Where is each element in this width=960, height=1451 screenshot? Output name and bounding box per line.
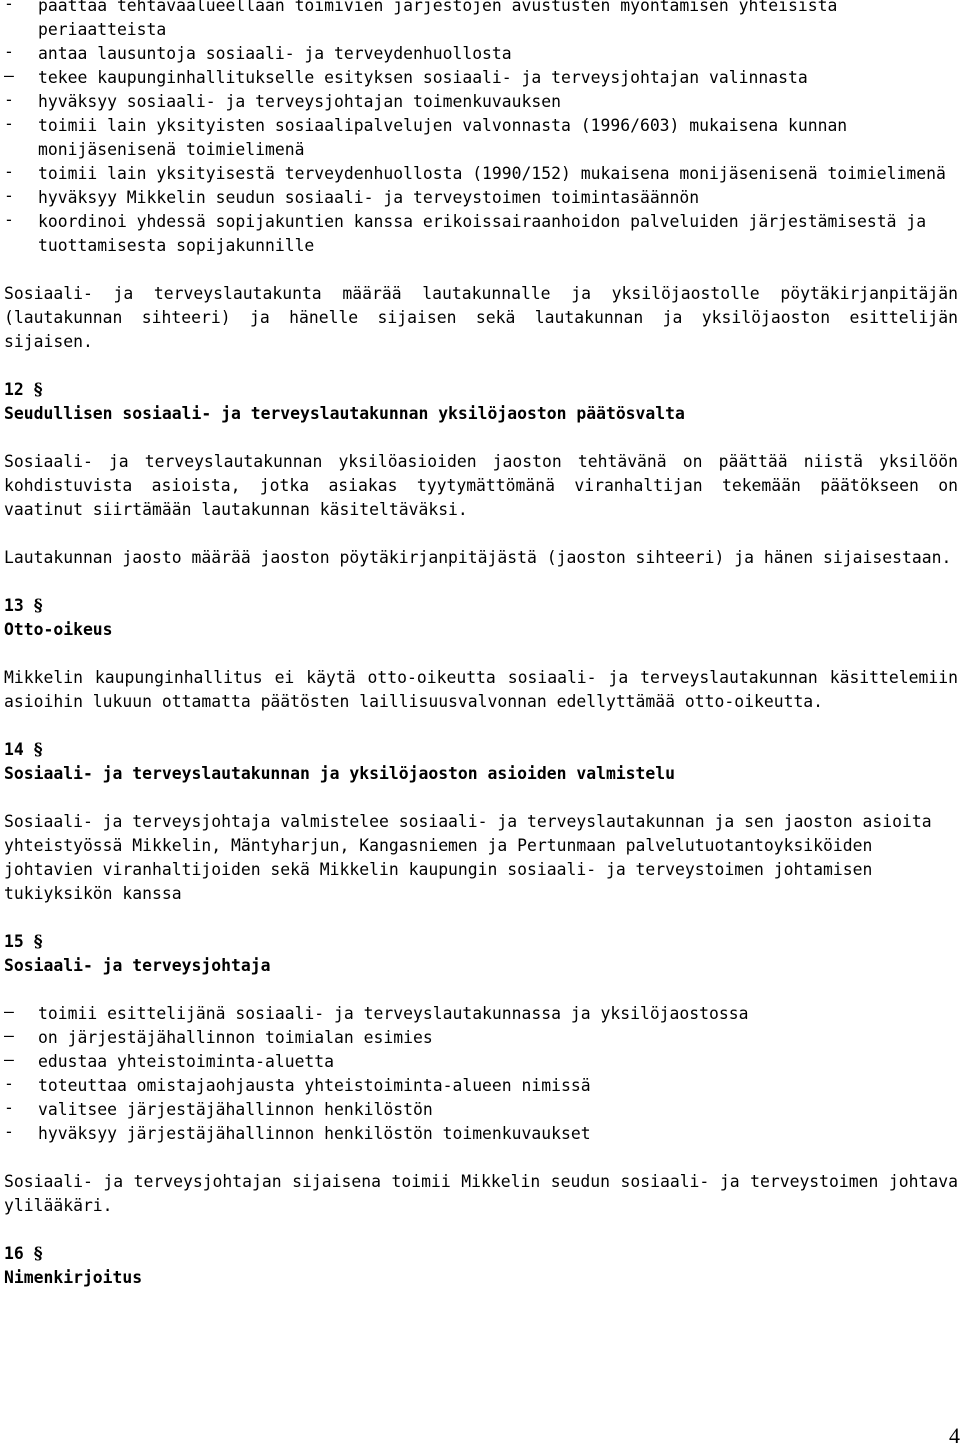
list-item: – toimii esittelijänä sosiaali- ja terveyslautakunnassa ja yksilöjaostossa [4,1002,749,1023]
list-item: - hyväksyy järjestäjähallinnon henkilöstön toimenkuvaukset [4,1122,591,1143]
section-title: Otto-oikeus [4,620,113,639]
paragraph: Mikkelin kaupunginhallitus ei käytä otto-oikeutta sosiaali- ja terveyslautakunnan käsittelemiin asioihin lukuun ottamatta päätösten laillisuusvalvonnan edellyttämää otto-oikeutta. [4,668,958,711]
list-item: – edustaa yhteistoiminta-aluetta [4,1050,335,1071]
list-item: - valitsee järjestäjähallinnon henkilöstön [4,1098,433,1119]
paragraph: Lautakunnan jaosto määrää jaoston pöytäkirjanpitäjästä (jaoston sihteeri) ja hänen sijaisestaan. [4,548,952,567]
paragraph: Sosiaali- ja terveysjohtajan sijaisena toimii Mikkelin seudun sosiaali- ja terveystoimen johtava ylilääkäri. [4,1172,958,1215]
list-item: - hyväksyy sosiaali- ja terveysjohtajan toimenkuvauksen [4,90,562,111]
page-number: 4 [949,1423,960,1448]
list-item: - toimii lain yksityisestä terveydenhuollosta (1990/152) mukaisena monijäsenisenä toimielimenä [4,162,946,183]
paragraph: Sosiaali- ja terveysjohtaja valmistelee sosiaali- ja terveyslautakunnan ja sen jaoston asioita yhteistyössä Mikkelin, Mäntyharjun, Kangasniemen ja Pertunmaan palvelutuotantoyksiköiden johtavien viranhaltijoiden sekä Mikkelin kaupungin sosiaali- ja terveystoimen johtamisen tukiyksikön kanssa [4,812,932,903]
list-item: - hyväksyy Mikkelin seudun sosiaali- ja terveystoimen toimintasäännön [4,186,700,207]
list-item: – tekee kaupunginhallitukselle esityksen sosiaali- ja terveysjohtajan valinnasta [4,66,808,87]
section-number: 16 § [4,1244,43,1264]
duties-list [4,0,958,258]
section-title: Sosiaali- ja terveysjohtaja [4,956,271,975]
section-number: 14 § [4,740,43,760]
section-sign: § [33,932,43,952]
list-item: - koordinoi yhdessä sopijakuntien kanssa erikoissairaanhoidon palveluiden järjestämisestä ja tuottamisesta sopijakunnille [4,210,927,255]
section-number: 13 § [4,596,43,616]
section-number: 12 § [4,380,43,400]
paragraph: Sosiaali- ja terveyslautakunta määrää lautakunnalle ja yksilöjaostolle pöytäkirjanpitäjän (lautakunnan sihteeri) ja hänelle sijaisen sekä lautakunnan ja yksilöjaoston esittelijän sijaisen. [4,284,958,351]
section-number: 15 § [4,932,43,952]
list-item: - toimii lain yksityisten sosiaalipalvelujen valvonnasta (1996/603) mukaisena kunnan monijäsenisenä toimielimenä [4,114,848,159]
section-sign: § [33,596,43,616]
section-sign: § [33,380,43,400]
list-item: - antaa lausuntoja sosiaali- ja terveydenhuollosta [4,42,512,63]
section-sign: § [33,740,43,760]
section-title: Nimenkirjoitus [4,1268,143,1287]
document-page [4,0,958,1290]
list-item: - päättää tehtäväalueellaan toimivien järjestöjen avustusten myöntämisen yhteisistä periaatteista [4,0,838,39]
list-item: - toteuttaa omistajaohjausta yhteistoiminta-alueen nimissä [4,1074,591,1095]
list-item: – on järjestäjähallinnon toimialan esimies [4,1026,433,1047]
section-sign: § [33,1244,43,1264]
director-duties-list [4,1002,958,1146]
paragraph: Sosiaali- ja terveyslautakunnan yksilöasioiden jaoston tehtävänä on päättää niistä yksilöön kohdistuvista asioista, jotka asiakas tyytymättömänä viranhaltijan tekemään päätökseen on vaatinut siirtämään lautakunnan käsiteltäväksi. [4,452,958,519]
section-title: Sosiaali- ja terveyslautakunnan ja yksilöjaoston asioiden valmistelu [4,764,676,783]
section-title: Seudullisen sosiaali- ja terveyslautakunnan yksilöjaoston päätösvalta [4,404,685,423]
